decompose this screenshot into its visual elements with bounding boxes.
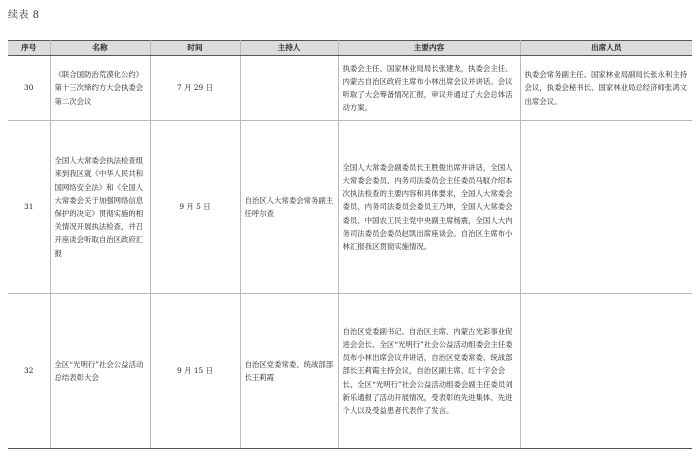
table-row — [8, 294, 692, 449]
column-header-no: 序号 — [8, 41, 50, 56]
cell-attendees — [520, 294, 692, 449]
cell-no: 30 — [8, 56, 50, 121]
cell-no: 31 — [8, 121, 50, 294]
events-table — [8, 40, 692, 449]
cell-time: 7 月 29 日 — [150, 56, 240, 121]
cell-name: 全区“光明行”社会公益活动总结表彰大会 — [50, 294, 150, 449]
cell-time: 9 月 5 日 — [150, 121, 240, 294]
column-header-content: 主要内容 — [338, 41, 520, 56]
cell-name: 《联合国防治荒漠化公约》第十三次缔约方大会执委会第二次会议 — [50, 56, 150, 121]
cell-content: 执委会主任、国家林业局局长张建龙，执委会主任、内蒙古自治区政府主席布小林出席会议并讲话。会议听取了大会筹备情况汇报，审议并通过了大会总体活动方案。 — [338, 56, 520, 121]
cell-no: 32 — [8, 294, 50, 449]
cell-attendees: 执委会常务副主任、国家林业局副局长张永利主持会议，执委会秘书长、国家林业局总经济师张鸿文出席会议。 — [520, 56, 692, 121]
cell-content: 自治区党委副书记、自治区主席、内蒙古光彩事业促进会会长、全区“光明行”社会公益活动组委会主任委员布小林出席会议并讲话，自治区党委常委、统战部部长王莉霞主持会议，自治区副主席、红十字会会长、全区“光明行”社会公益活动组委会副主任委员刘新乐通报了活动开展情况，受表彰的先进集体、先进个人以及受益患者代表作了发言。 — [338, 294, 520, 449]
table-row — [8, 121, 692, 294]
cell-name: 全国人大常委会执法检查组来到我区就《中华人民共和国网络安全法》和《全国人大常委会关于加强网络信息保护的决定》贯彻实施的相关情况开展执法检查，并召开座谈会听取自治区政府汇报 — [50, 121, 150, 294]
column-header-attendees: 出席人员 — [520, 41, 692, 56]
column-header-time: 时间 — [150, 41, 240, 56]
column-header-host: 主持人 — [240, 41, 338, 56]
cell-host: 自治区党委常委、统战部部长王莉霞 — [240, 294, 338, 449]
cell-content: 全国人大常委会副委员长王胜俊出席并讲话，全国人大常委会委员、内务司法委员会主任委员马馼介绍本次执法检查的主要内容和具体要求，全国人大常委会委员、内务司法委员会委员王乃坤，全国人大常委会委员、中国农工民主党中央副主席杨震，全国人大内务司法委员会委员赵凯出席座谈会。自治区主席布小林汇报我区贯彻实施情况。 — [338, 121, 520, 294]
column-header-name: 名称 — [50, 41, 150, 56]
cell-attendees — [520, 121, 692, 294]
table-row — [8, 56, 692, 121]
table-header-row — [8, 41, 692, 56]
cell-host: 自治区人大常委会常务副主任呼尔查 — [240, 121, 338, 294]
cell-time: 9 月 15 日 — [150, 294, 240, 449]
cell-host — [240, 56, 338, 121]
table-caption: 续表 8 — [8, 10, 40, 21]
